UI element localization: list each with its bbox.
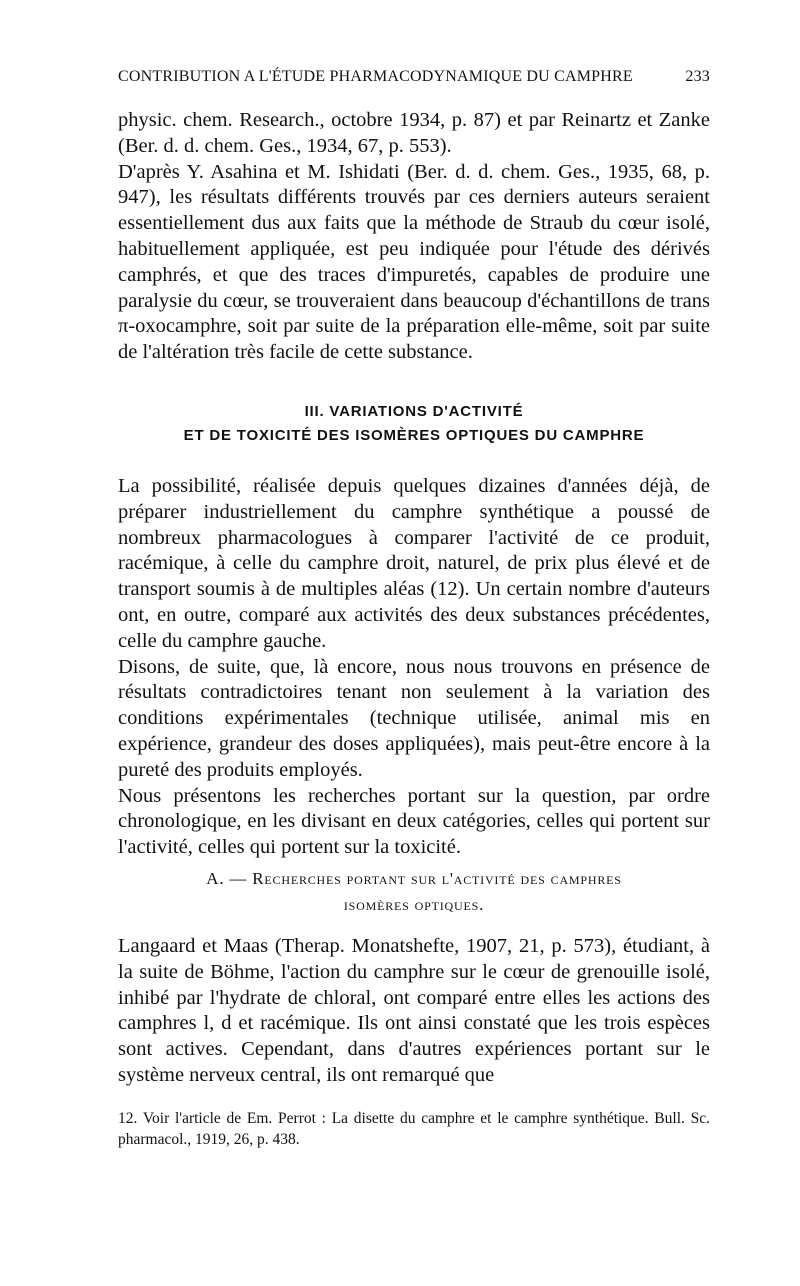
paragraph-possibilite: La possibilité, réalisée depuis quelques dizaines d'années déjà, de préparer industriellement du camphre synthétique a poussé de nombreux pharmacologues à comparer l'activité de ce produit, racémique, à celle du camphre droit, naturel, de prix plus élevé et de transport soumis à de multiples aléas (12). Un certain nombre d'auteurs ont, en outre, comparé aux activités des deux substances précédentes, celle du camphre gauche. xyxy=(118,475,710,652)
paragraph-asahina: D'après Y. Asahina et M. Ishidati (Ber. d. d. chem. Ges., 1935, 68, p. 947), les résultats différents trouvés par ces derniers auteurs seraient essentiellement dus aux faits que la méthode de Straub du cœur isolé, habituellement appliquée, est peu indiquée pour l'étude des dérivés camphrés, et que des traces d'impuretés, capables de produire une paralysie du cœur, se trouveraient dans beaucoup d'échantillons de trans π-oxocamphre, soit par suite de la préparation elle-même, soit par suite de l'altération très facile de cette substance. xyxy=(118,160,710,364)
top-text-block xyxy=(118,108,710,366)
running-head-title: CONTRIBUTION A L'ÉTUDE PHARMACODYNAMIQUE DU CAMPHRE xyxy=(118,68,633,85)
bottom-text-block xyxy=(118,934,710,1089)
section-heading-line2: ET DE TOXICITÉ DES ISOMÈRES OPTIQUES DU CAMPHRE xyxy=(183,427,645,444)
section-heading xyxy=(118,400,710,448)
footnote xyxy=(118,1108,710,1150)
section-heading-line1: III. VARIATIONS D'ACTIVITÉ xyxy=(304,403,524,420)
paragraph-continuation: physic. chem. Research., octobre 1934, p. 87) et par Reinartz et Zanke (Ber. d. d. chem. Ges., 1934, 67, p. 553). xyxy=(118,109,710,157)
footnote-12: 12. Voir l'article de Em. Perrot : La disette du camphre et le camphre synthétique. Bull. Sc. pharmacol., 1919, 26, p. 438. xyxy=(118,1110,710,1148)
subsection-heading-line2: isomères optiques. xyxy=(343,895,485,914)
paragraph-nous-presentons: Nous présentons les recherches portant sur la question, par ordre chronologique, en les divisant en deux catégories, celles qui portent sur l'activité, celles qui portent sur la toxicité. xyxy=(118,784,710,859)
subsection-heading xyxy=(118,866,710,918)
middle-text-block xyxy=(118,474,710,861)
running-head xyxy=(118,68,710,86)
paragraph-disons: Disons, de suite, que, là encore, nous nous trouvons en présence de résultats contradictoires tenant non seulement à la variation des conditions expérimentales (technique utilisée, animal mis en expérience, grandeur des doses appliquées), mais peut-être encore à la pureté des produits employés. xyxy=(118,655,710,781)
paragraph-langaard: Langaard et Maas (Therap. Monatshefte, 1907, 21, p. 573), étudiant, à la suite de Böhme, l'action du camphre sur le cœur de grenouille isolé, inhibé par l'hydrate de chloral, ont comparé entre elles les actions des camphres l, d et racémique. Ils ont ainsi constaté que les trois espèces sont actives. Cependant, dans d'autres expériences portant sur le système nerveux central, ils ont remarqué que xyxy=(118,935,710,1086)
subsection-heading-line1: A. — Recherches portant sur l'activité des camphres xyxy=(206,869,622,888)
page-number: 233 xyxy=(685,68,710,85)
